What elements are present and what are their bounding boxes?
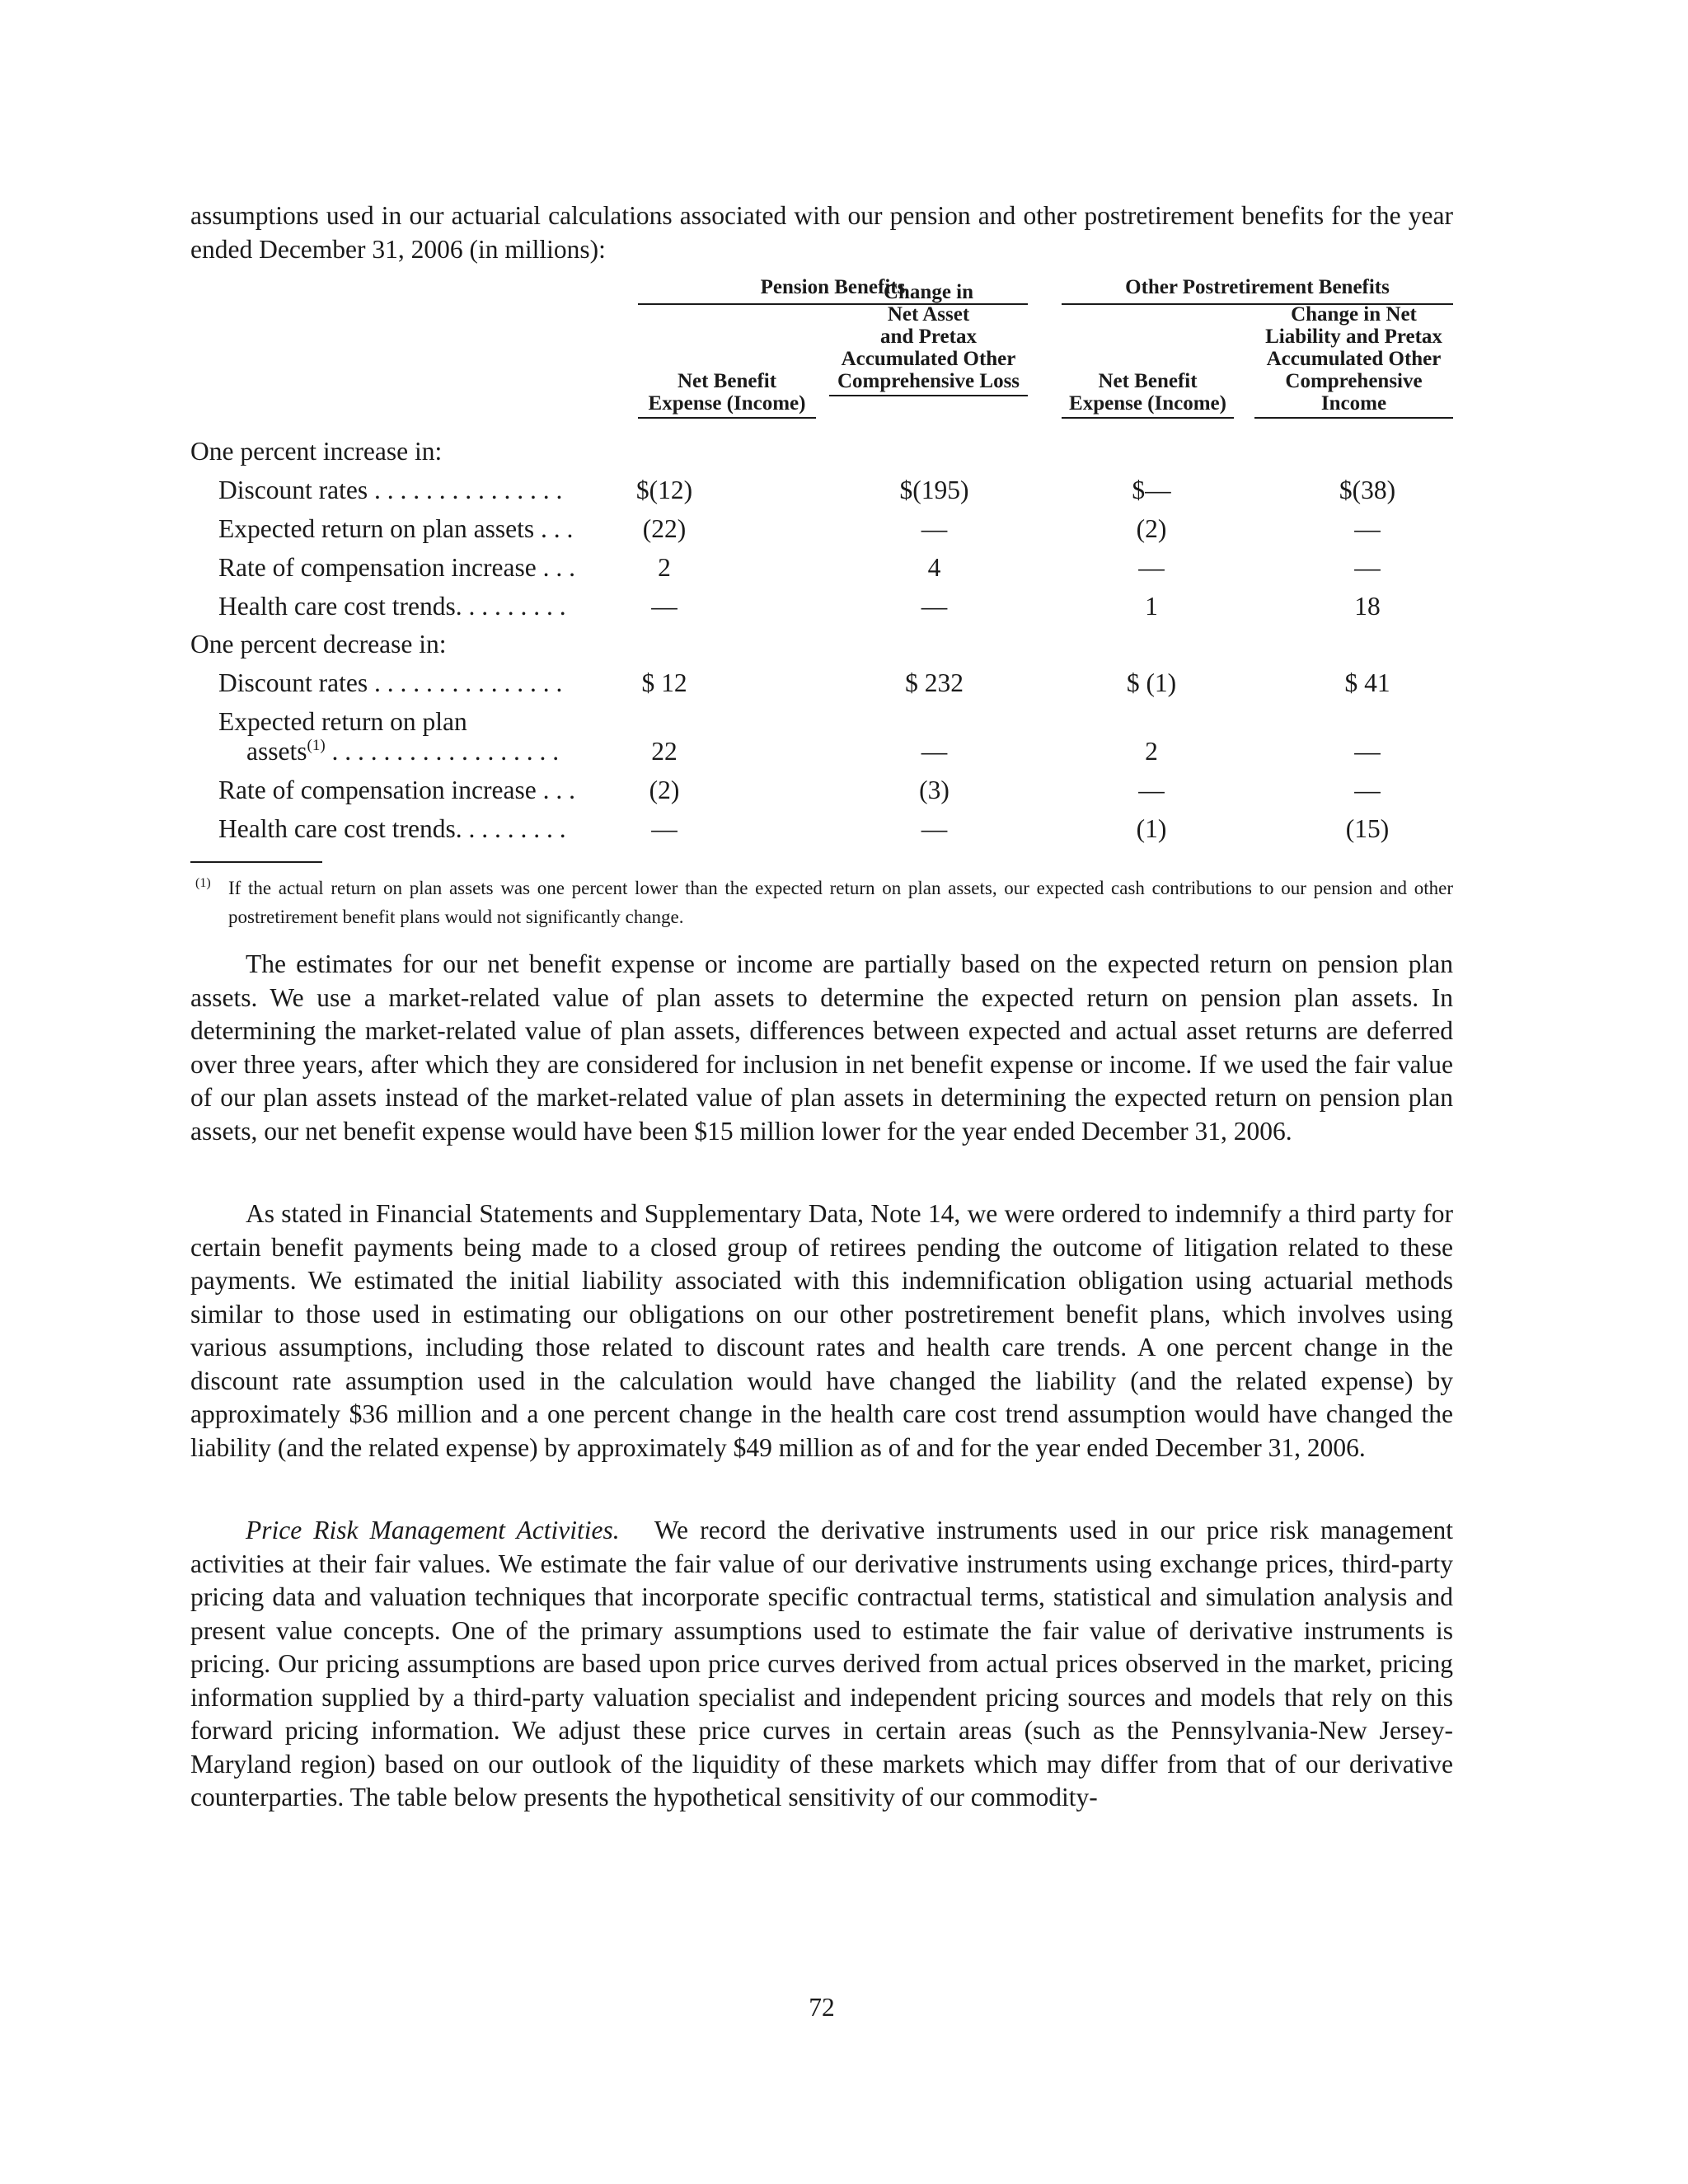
section-header-increase: One percent increase in: [190, 437, 443, 466]
paragraph-price-risk: Price Risk Management Activities. We record the derivative instruments used in our price risk management activities at their fair values. We estimate the fair value of our derivative instruments using exchange prices, third-party pricing data and valuation techniques that incorporate specific contractual terms, statistical and simulation analysis and present value concepts. One of the primary assumptions used to estimate the fair value of derivative instruments is pricing. Our pricing assumptions are based upon price curves derived from actual prices observed in the market, pricing information supplied by a third-party valuation specialist and independent pricing sources and models that rely on this forward pricing information. We adjust these price curves in certain areas (such as the Pennsylvania-New Jersey-Maryland region) based on our outlook of the liquidity of these markets which may differ from that of our derivative counterparties. The table below presents the hypothetical sensitivity of our commodity- [190, 1516, 1453, 1811]
footnote-divider [190, 861, 322, 863]
section-header-decrease: One percent decrease in: [190, 630, 447, 658]
table-row: Expected return on plan assets . . . (22) — (2) — [218, 514, 1381, 543]
footnote [190, 874, 1453, 931]
column-header-other-change: Change in Net Liability and Pretax Accumulated Other Comprehensive Income [1254, 303, 1453, 419]
paragraph-indemnification: As stated in Financial Statements and Supplementary Data, Note 14, we were ordered to indemnify a third party for certain benefit payments being made to a closed group of retirees pending the outcome of litigation related to these payments. We estimated the initial liability associated with this indemnification obligation using actuarial methods similar to those used in estimating our obligations on our other postretirement benefit plans, which involves using various assumptions, including those related to discount rates and health care trends. A one percent change in the discount rate assumption used in the calculation would have changed the liability (and the related expense) by approximately $36 million and a one percent change in the health care cost trend assumption would have changed the liability (and the related expense) by approximately $49 million as of and for the year ended December 31, 2006. [190, 1199, 1453, 1462]
footnote-reference: (1) [307, 737, 326, 754]
table-row: Health care cost trends. . . . . . . . . — — (1) (15) [218, 814, 1390, 843]
footnote-text: If the actual return on plan assets was one percent lower than the expected return on plan assets, our expected cash contributions to our pension and other postretirement benefit plans would not significantly change. [228, 878, 1453, 927]
paragraph-expected-return: The estimates for our net benefit expense or income are partially based on the expected return on pension plan assets. We use a market-related value of plan assets to determine the expected return on pension plan assets. In determining the market-related value of plan assets, differences between expected and actual asset returns are deferred over three years, after which they are considered for inclusion in net benefit expense or income. If we used the fair value of our plan assets instead of the market-related value of plan assets in determining the expected return on pension plan assets, our net benefit expense would have been $15 million lower for the year ended December 31, 2006. [190, 949, 1453, 1146]
table-row: Rate of compensation increase . . . 2 4 — — [218, 553, 1381, 582]
footnote-mark: (1) [195, 876, 211, 890]
table-row-label-line: Expected return on plan [218, 707, 467, 736]
table-row: assets$^{(1)}$ . . . . . . . . . . . . . . . . . . 22 — 2 — [246, 737, 1381, 766]
page-number: 72 [809, 1993, 835, 2022]
table-row: Health care cost trends. . . . . . . . . — — 1 18 [218, 592, 1381, 621]
table-row: Discount rates . . . . . . . . . . . . . . . $(12) $(195) $— $(38) [218, 476, 1396, 504]
group-header-pension: Pension Benefits [638, 274, 1028, 305]
column-header-pension-change: Change in Net Asset and Pretax Accumulated Other Comprehensive Loss [829, 281, 1028, 396]
group-header-other-postretirement: Other Postretirement Benefits [1062, 274, 1453, 305]
column-header-pension-expense: Net Benefit Expense (Income) [638, 370, 816, 419]
intro-paragraph: assumptions used in our actuarial calculations associated with our pension and other postretirement benefits for the year ended December 31, 2006 (in millions): [190, 201, 1453, 264]
table-row: Rate of compensation increase . . . (2) (3) — — [218, 776, 1381, 804]
table-row: Discount rates . . . . . . . . . . . . . . . $ 12 $ 232 $ (1) $ 41 [218, 668, 1390, 697]
column-header-other-expense: Net Benefit Expense (Income) [1062, 370, 1234, 419]
paragraph-heading: Price Risk Management Activities. [246, 1516, 620, 1544]
